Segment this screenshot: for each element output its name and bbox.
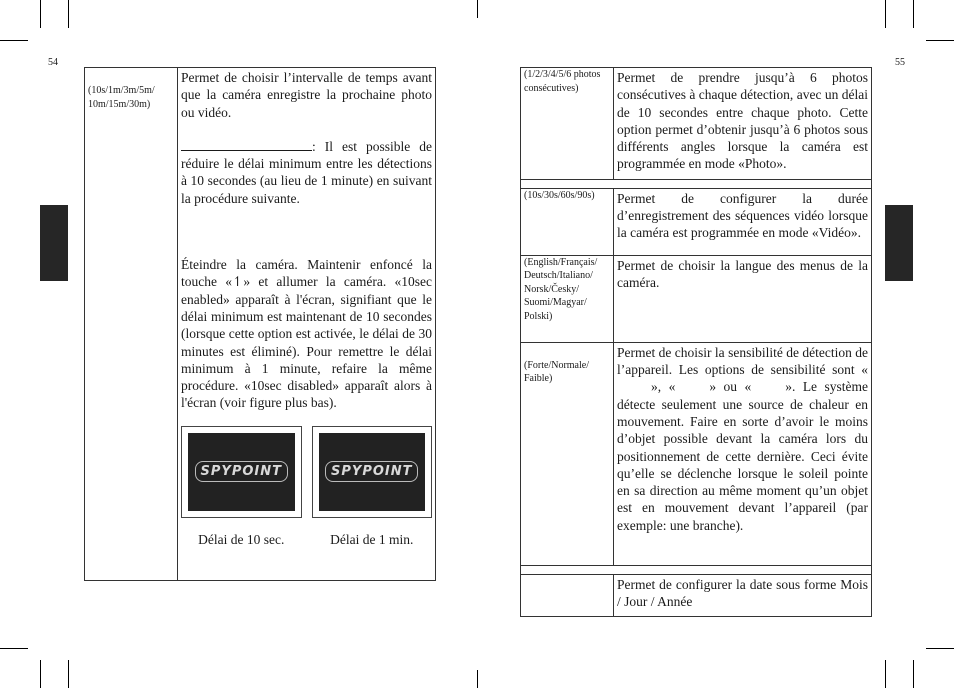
crop-mark (913, 660, 914, 688)
description-paragraph: Éteindre la caméra. Maintenir enfoncé la touche «↿» et allumer la caméra. «10sec enabled» apparaît à l'écran, signifiant que le délai minimum est maintenant de 10 secondes (lorsque cette option est activée, le délai de 30 minutes est éliminé). Pour remettre le délai minimum à 1 minute, refaire la même procédure. «10sec disabled» apparaît alors à l'écran (voir figure plus bas). (181, 257, 432, 411)
option-description: Permet de prendre jusqu’à 6 photos consécutives à chaque détection, avec un délai de 10 secondes entre chaque photo. Cette option permet d’obtenir jusqu’à 6 photos sous différents angles lorsque la caméra est programmée en mode «Photo». (614, 68, 872, 180)
crop-mark (913, 0, 914, 28)
table-row (521, 188, 872, 255)
option-values: (10s/1m/3m/5m/ 10m/15m/30m) (85, 68, 178, 581)
crop-mark (40, 0, 41, 28)
crop-mark (926, 648, 954, 649)
right-settings-table (520, 67, 872, 617)
option-values: (1/2/3/4/5/6 photos consécutives) (521, 68, 614, 180)
page-number-left: 54 (48, 57, 58, 68)
thumb-tab-right (885, 205, 913, 281)
option-description: Permet de configurer la date sous forme Mois / Jour / Année (614, 574, 872, 617)
thumb-tab-left (40, 205, 68, 281)
table-row (521, 342, 872, 565)
crop-mark (477, 0, 478, 18)
figure-caption: Délai de 1 min. (330, 531, 414, 547)
crop-mark (885, 660, 886, 688)
option-values: (English/Français/ Deutsch/Italiano/ Norsk/Česky/ Suomi/Magyar/ Polski) (521, 255, 614, 342)
crop-mark (68, 0, 69, 28)
table-row (521, 68, 872, 180)
page-number-right: 55 (895, 57, 905, 68)
table-row (521, 574, 872, 617)
lcd-screen (312, 426, 433, 518)
option-description: Permet de choisir la sensibilité de détection de l’appareil. Les options de sensibilité sont «», « » ou « ». Le système détecte seulement une source de chaleur en mouvement. Faire en sorte d’avoir le moins d’objet possible devant la caméra lors du positionnement de cette dernière. Ceci évite qu’elle se déclenche lorsque le soleil pointe en sa direction au même moment qu’un objet est en mouvement devant l’appareil (par exemple: une branche). (614, 342, 872, 565)
option-values: (Forte/Normale/ Faible) (521, 342, 614, 565)
option-description: Permet de choisir la langue des menus de la caméra. (614, 255, 872, 342)
table-row (85, 68, 436, 581)
description-paragraph: : Il est possible de réduire le délai minimum entre les détections à 10 secondes (au lieu de 1 minute) en suivant la procédure suivante. (181, 138, 432, 206)
option-values: (10s/30s/60s/90s) (521, 188, 614, 255)
crop-mark (68, 660, 69, 688)
left-settings-table (84, 67, 436, 581)
screen-figures (181, 426, 432, 548)
figure-1min (312, 426, 433, 548)
spypoint-logo: SPYPOINT (325, 461, 418, 482)
crop-mark (885, 0, 886, 28)
crop-mark (40, 660, 41, 688)
figure-caption: Délai de 10 sec. (198, 531, 285, 547)
crop-mark (0, 40, 28, 41)
option-description (178, 68, 436, 581)
description-paragraph: Permet de choisir l’intervalle de temps avant que la caméra enregistre la prochaine photo ou vidéo. (181, 70, 432, 120)
crop-mark (477, 670, 478, 688)
lcd-screen (181, 426, 302, 518)
underline-blank (181, 138, 312, 151)
figure-10sec (181, 426, 302, 548)
crop-mark (0, 648, 28, 649)
spypoint-logo: SPYPOINT (195, 461, 288, 482)
option-description: Permet de configurer la durée d’enregistrement des séquences vidéo lorsque la caméra est programmée en mode «Vidéo». (614, 188, 872, 255)
table-row (521, 255, 872, 342)
option-values (521, 574, 614, 617)
crop-mark (926, 40, 954, 41)
